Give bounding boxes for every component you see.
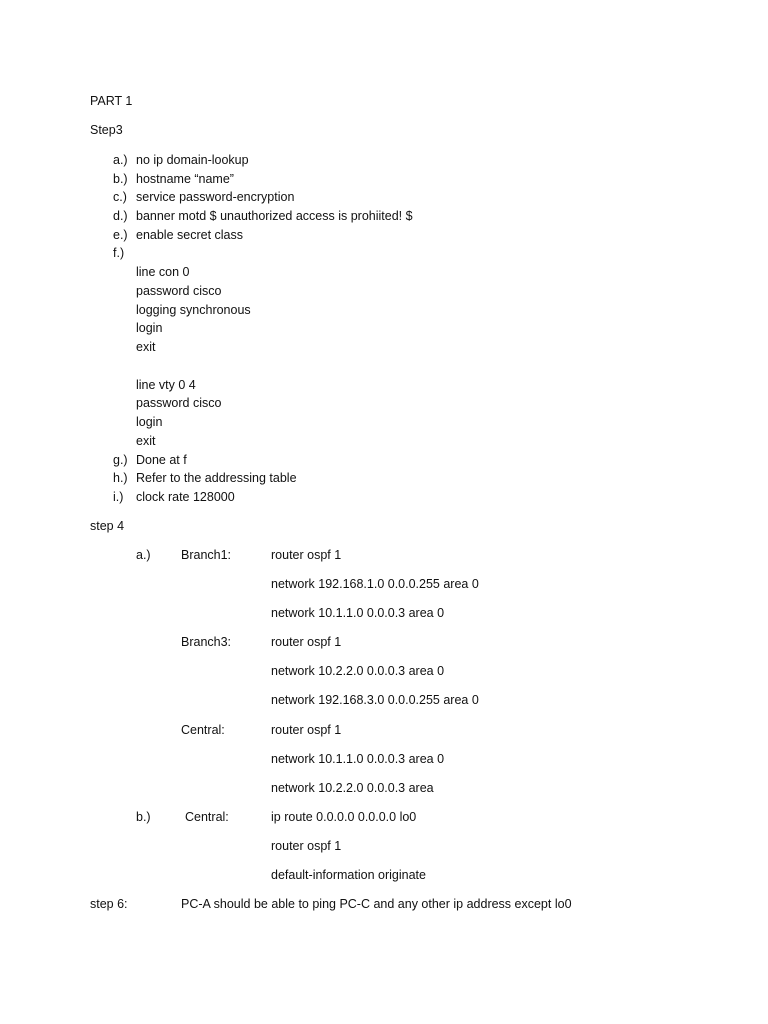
- step3-item-d-text: banner motd $ unauthorized access is prohiited! $: [136, 209, 413, 223]
- branch3-line-1: router ospf 1: [271, 635, 342, 649]
- step3-item-a-text: no ip domain-lookup: [136, 153, 249, 167]
- step6-text: PC-A should be able to ping PC-C and any other ip address except lo0: [181, 897, 572, 911]
- step3-item-h-marker: h.): [113, 471, 128, 485]
- con-line-2: password cisco: [136, 284, 222, 298]
- step3-item-g-text: Done at f: [136, 453, 187, 467]
- step3-item-b-marker: b.): [113, 172, 128, 186]
- vty-line-4: exit: [136, 434, 156, 448]
- step4-b-marker: b.): [136, 810, 151, 824]
- central-b-line-1: ip route 0.0.0.0 0.0.0.0 lo0: [271, 810, 417, 824]
- branch1-line-3: network 10.1.1.0 0.0.0.3 area 0: [271, 606, 445, 620]
- con-line-3: logging synchronous: [136, 303, 251, 317]
- branch1-label: Branch1:: [181, 548, 232, 562]
- step3-item-a-marker: a.): [113, 153, 128, 167]
- central-line-2: network 10.1.1.0 0.0.0.3 area 0: [271, 752, 445, 766]
- step3-item-c-text: service password-encryption: [136, 190, 295, 204]
- vty-line-1: line vty 0 4: [136, 378, 196, 392]
- branch1-line-2: network 192.168.1.0 0.0.0.255 area 0: [271, 577, 479, 591]
- step3-item-e-text: enable secret class: [136, 228, 244, 242]
- step3-item-b-text: hostname “name”: [136, 172, 234, 186]
- step3-item-d-marker: d.): [113, 209, 128, 223]
- branch3-line-2: network 10.2.2.0 0.0.0.3 area 0: [271, 664, 445, 678]
- con-line-4: login: [136, 321, 163, 335]
- central-line-3: network 10.2.2.0 0.0.0.3 area: [271, 781, 434, 795]
- step3-item-c-marker: c.): [113, 190, 127, 204]
- part-title: PART 1: [90, 94, 133, 108]
- vty-line-3: login: [136, 415, 163, 429]
- branch3-label: Branch3:: [181, 635, 232, 649]
- central-b-line-3: default-information originate: [271, 868, 426, 882]
- central-b-line-2: router ospf 1: [271, 839, 342, 853]
- central-label: Central:: [181, 723, 225, 737]
- con-line-1: line con 0: [136, 265, 190, 279]
- step3-item-e-marker: e.): [113, 228, 128, 242]
- step3-heading: Step3: [90, 123, 123, 137]
- central-line-1: router ospf 1: [271, 723, 342, 737]
- step3-item-i-text: clock rate 128000: [136, 490, 235, 504]
- branch1-line-1: router ospf 1: [271, 548, 342, 562]
- central-b-label: Central:: [185, 810, 229, 824]
- vty-line-2: password cisco: [136, 396, 222, 410]
- step3-item-f-marker: f.): [113, 246, 125, 260]
- step3-item-g-marker: g.): [113, 453, 128, 467]
- step4-a-marker: a.): [136, 548, 151, 562]
- step3-item-h-text: Refer to the addressing table: [136, 471, 297, 485]
- step3-item-i-marker: i.): [113, 490, 124, 504]
- branch3-line-3: network 192.168.3.0 0.0.0.255 area 0: [271, 693, 479, 707]
- step6-heading: step 6:: [90, 897, 128, 911]
- con-line-5: exit: [136, 340, 156, 354]
- step4-heading: step 4: [90, 519, 125, 533]
